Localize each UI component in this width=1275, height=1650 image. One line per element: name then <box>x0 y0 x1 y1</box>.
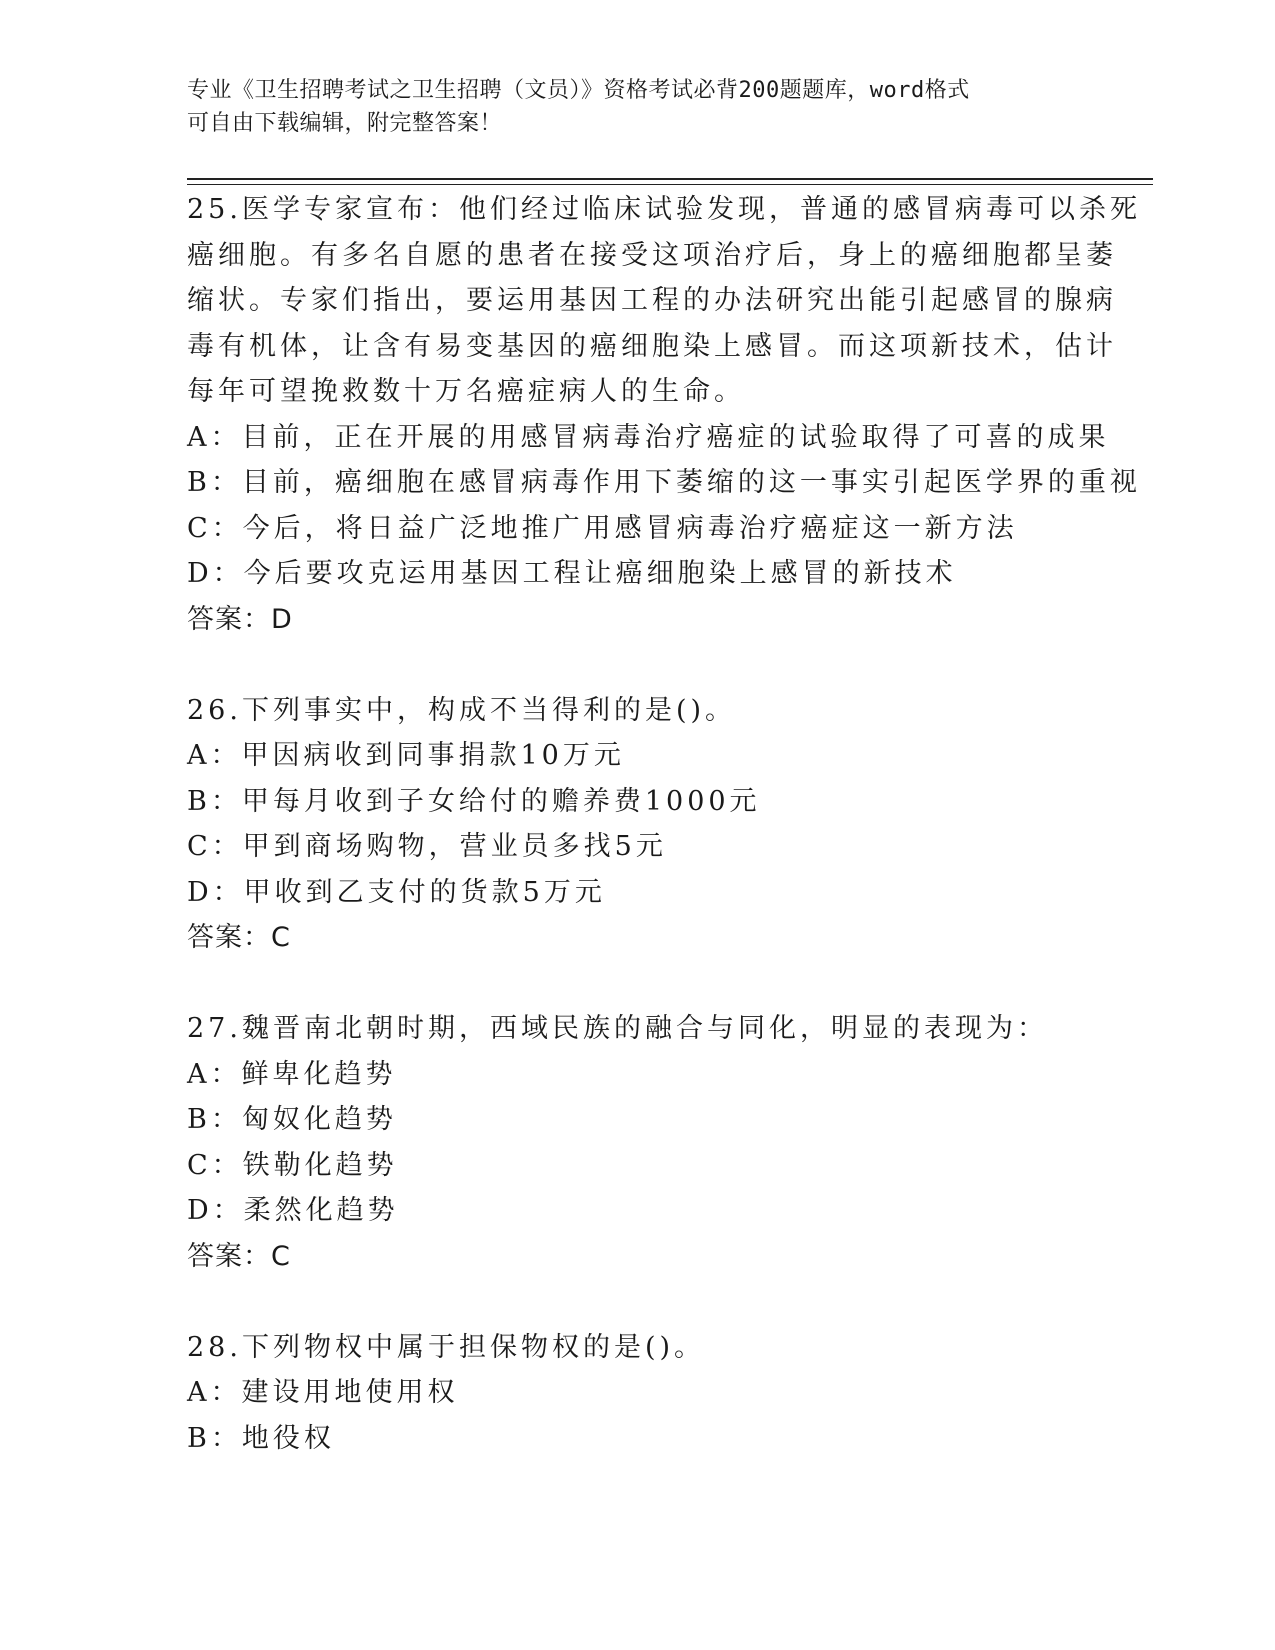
spacer <box>187 1279 1087 1325</box>
option-a: A：鲜卑化趋势 <box>187 1058 397 1090</box>
answer: 答案：C <box>187 1240 291 1272</box>
question-stem-line: 缩状。专家们指出，要运用基因工程的办法研究出能引起感冒的腺病 <box>187 285 1117 316</box>
question-28 <box>187 1325 1087 1462</box>
question-stem-line: 毒有机体，让含有易变基因的癌细胞染上感冒。而这项新技术，估计 <box>187 330 1117 362</box>
question-stem-line: 26.下列事实中，构成不当得利的是()。 <box>187 694 737 726</box>
header-divider-thick <box>187 178 1153 180</box>
spacer <box>187 642 1087 688</box>
answer: 答案：C <box>187 922 291 953</box>
option-c: C：今后，将日益广泛地推广用感冒病毒治疗癌症这一新方法 <box>187 512 1018 544</box>
header-divider-thin <box>187 184 1153 185</box>
question-stem-line: 25.医学专家宣布：他们经过临床试验发现，普通的感冒病毒可以杀死 <box>187 194 1141 225</box>
option-b: B：地役权 <box>187 1422 335 1454</box>
option-a: A：甲因病收到同事捐款10万元 <box>187 740 625 771</box>
question-stem-line: 癌细胞。有多名自愿的患者在接受这项治疗后，身上的癌细胞都呈萎 <box>187 239 1117 271</box>
question-25 <box>187 187 1141 642</box>
question-26 <box>187 688 1087 961</box>
document-header <box>187 74 1087 140</box>
option-d: D：今后要攻克运用基因工程让癌细胞染上感冒的新技术 <box>187 558 957 589</box>
option-c: C：铁勒化趋势 <box>187 1149 398 1181</box>
question-list <box>187 187 1141 1461</box>
option-b: B：匈奴化趋势 <box>187 1104 397 1135</box>
option-d: D：甲收到乙支付的货款5万元 <box>187 876 606 908</box>
question-stem-line: 28.下列物权中属于担保物权的是()。 <box>187 1331 706 1363</box>
option-b: B：目前，癌细胞在感冒病毒作用下萎缩的这一事实引起医学界的重视 <box>187 467 1141 498</box>
option-a: A：目前，正在开展的用感冒病毒治疗癌症的试验取得了可喜的成果 <box>187 421 1110 453</box>
option-d: D：柔然化趋势 <box>187 1195 399 1226</box>
header-line-2: 可自由下载编辑，附完整答案！ <box>187 111 503 136</box>
question-stem-line: 27.魏晋南北朝时期，西域民族的融合与同化，明显的表现为： <box>187 1013 1048 1044</box>
question-stem-line: 每年可望挽救数十万名癌症病人的生命。 <box>187 376 745 407</box>
header-line-1: 专业《卫生招聘考试之卫生招聘（文员）》资格考试必背200题题库，word格式 <box>187 78 970 103</box>
answer: 答案：D <box>187 603 293 635</box>
spacer <box>187 961 1087 1007</box>
option-a: A：建设用地使用权 <box>187 1377 459 1408</box>
option-c: C：甲到商场购物，营业员多找5元 <box>187 831 667 862</box>
option-b: B：甲每月收到子女给付的赡养费1000元 <box>187 785 761 817</box>
question-27 <box>187 1006 1087 1279</box>
